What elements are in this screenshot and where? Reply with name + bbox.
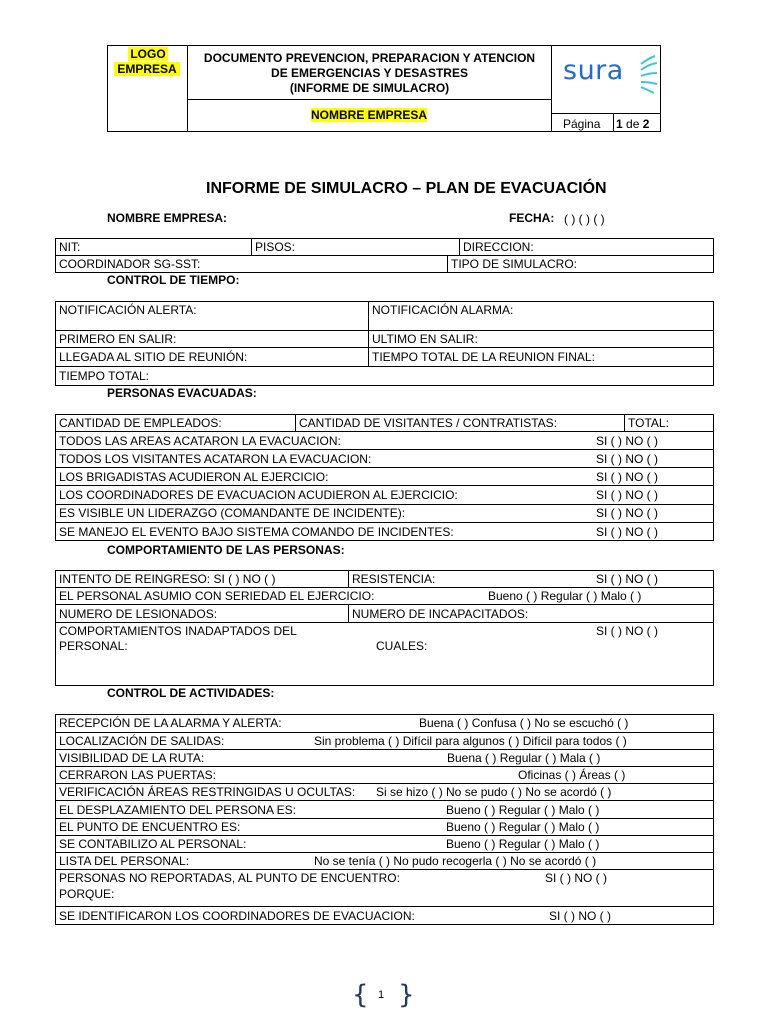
document-title-line3: (INFORME DE SIMULACRO)	[289, 81, 450, 95]
unreported-reason-field[interactable]: PORQUE:	[59, 887, 115, 901]
visitors-count-field[interactable]: CANTIDAD DE VISITANTES / CONTRATISTAS:	[299, 416, 558, 430]
header-divider	[551, 113, 661, 114]
table-divider	[55, 818, 714, 819]
table-divider	[55, 467, 714, 468]
table-divider	[55, 622, 714, 623]
table-divider	[55, 732, 714, 733]
evac-row-label: LOS BRIGADISTAS ACUDIERON AL EJERCICIO:	[59, 470, 329, 484]
employees-count-field[interactable]: CANTIDAD DE EMPLEADOS:	[59, 416, 222, 430]
form-title: INFORME DE SIMULACRO – PLAN DE EVACUACIÓN	[206, 180, 607, 197]
which-field[interactable]: CUALES:	[376, 639, 428, 653]
sura-wordmark: sura	[563, 55, 624, 86]
document-title-line2: DE EMERGENCIAS Y DESASTRES	[271, 66, 468, 80]
header-divider	[187, 99, 551, 100]
activity-row-label: EL DESPLAZAMIENTO DEL PERSONA ES:	[59, 803, 296, 817]
activity-row-label: LOCALIZACIÓN DE SALIDAS:	[59, 734, 225, 748]
table-divider	[55, 366, 714, 367]
activity-row-options[interactable]: Buena ( ) Regular ( ) Mala ( )	[447, 751, 601, 765]
table-divider	[55, 504, 714, 505]
table-divider	[348, 570, 349, 587]
total-count-field[interactable]: TOTAL:	[628, 416, 669, 430]
table-divider	[55, 604, 714, 605]
table-divider	[55, 869, 714, 870]
table-divider	[55, 485, 714, 486]
activity-row-label: VISIBILIDAD DE LA RUTA:	[59, 751, 205, 765]
evac-row-label: TODOS LOS VISITANTES ACATARON LA EVACUACION:	[59, 452, 372, 466]
date-label: FECHA:	[509, 211, 555, 225]
table-divider	[368, 301, 369, 366]
bracket-right-icon: }	[398, 980, 415, 1010]
activity-row-options[interactable]: Bueno ( ) Regular ( ) Malo ( )	[446, 820, 600, 834]
last-out-field[interactable]: ULTIMO EN SALIR:	[372, 332, 478, 346]
time-control-heading: CONTROL DE TIEMPO:	[107, 273, 240, 287]
table-divider	[251, 238, 252, 255]
maladaptive-behavior-label: COMPORTAMIENTOS INADAPTADOS DEL	[59, 624, 297, 638]
page-of: de	[626, 117, 640, 131]
footer-page-number	[352, 980, 415, 1010]
activity-row-options[interactable]: Sin problema ( ) Difícil para algunos ( ) Difícil para todos ( )	[314, 734, 627, 748]
seriousness-options[interactable]: Bueno ( ) Regular ( ) Malo ( )	[488, 589, 642, 603]
activity-row-label: LISTA DEL PERSONAL:	[59, 854, 190, 868]
bracket-left-icon: {	[352, 980, 369, 1010]
coordinators-identified-label: SE IDENTIFICARON LOS COORDINADORES DE EVACUACION:	[59, 909, 415, 923]
evac-row-label: SE MANEJO EL EVENTO BAJO SISTEMA COMANDO DE INCIDENTES:	[59, 525, 454, 539]
maladaptive-yes-no[interactable]: SI ( ) NO ( )	[596, 624, 658, 638]
table-divider	[295, 414, 296, 431]
activity-row-options[interactable]: Buena ( ) Confusa ( ) No se escuchó ( )	[419, 716, 629, 730]
alarm-notification-field[interactable]: NOTIFICACIÓN ALARMA:	[372, 303, 514, 317]
table-divider	[55, 749, 714, 750]
header-divider	[613, 113, 614, 132]
table-divider	[55, 835, 714, 836]
table-divider	[348, 604, 349, 622]
maladaptive-behavior-label: PERSONAL:	[59, 639, 128, 653]
page-number: 1	[616, 117, 623, 131]
seriousness-field: EL PERSONAL ASUMIO CON SERIEDAD EL EJERCICIO:	[59, 589, 375, 603]
resistance-yes-no[interactable]: SI ( ) NO ( )	[596, 572, 658, 586]
behavior-heading: COMPORTAMIENTO DE LAS PERSONAS:	[107, 543, 345, 557]
company-name-label: NOMBRE EMPRESA:	[107, 211, 228, 225]
sura-logo-icon	[639, 54, 659, 94]
table-divider	[55, 330, 714, 331]
evac-row-yes-no[interactable]: SI ( ) NO ( )	[596, 470, 658, 484]
evac-row-yes-no[interactable]: SI ( ) NO ( )	[596, 452, 658, 466]
document-title-line1: DOCUMENTO PREVENCION, PREPARACION Y ATENCION	[203, 51, 536, 65]
meeting-arrival-field[interactable]: LLEGADA AL SITIO DE REUNIÓN:	[59, 350, 248, 364]
table-divider	[55, 431, 714, 432]
table-divider	[55, 906, 714, 907]
activity-row-options[interactable]: Bueno ( ) Regular ( ) Malo ( )	[446, 837, 600, 851]
evac-row-yes-no[interactable]: SI ( ) NO ( )	[596, 434, 658, 448]
table-divider	[55, 522, 714, 523]
page-label: Página	[563, 117, 601, 131]
table-divider	[459, 238, 460, 255]
page-total: 2	[642, 117, 650, 131]
coordinators-identified-yes-no[interactable]: SI ( ) NO ( )	[549, 909, 611, 923]
address-field[interactable]: DIRECCION:	[463, 240, 534, 254]
drill-type-field[interactable]: TIPO DE SIMULACRO:	[451, 257, 578, 271]
evac-row-yes-no[interactable]: SI ( ) NO ( )	[596, 506, 658, 520]
evac-row-yes-no[interactable]: SI ( ) NO ( )	[596, 488, 658, 502]
unreported-yes-no[interactable]: SI ( ) NO ( )	[545, 871, 607, 885]
activity-row-label: CERRARON LAS PUERTAS:	[59, 768, 216, 782]
alert-notification-field[interactable]: NOTIFICACIÓN ALERTA:	[59, 303, 197, 317]
table-divider	[55, 800, 714, 801]
page-number-text: 1	[378, 989, 385, 1001]
floors-field[interactable]: PISOS:	[255, 240, 296, 254]
injured-count-field[interactable]: NUMERO DE LESIONADOS:	[59, 607, 218, 621]
activity-row-options[interactable]: No se tenía ( ) No pudo recogerla ( ) No se acordó ( )	[314, 854, 597, 868]
activity-row-options[interactable]: Oficinas ( ) Áreas ( )	[518, 768, 626, 782]
activity-row-label: RECEPCIÓN DE LA ALARMA Y ALERTA:	[59, 716, 282, 730]
table-divider	[55, 587, 714, 588]
activity-row-options[interactable]: Bueno ( ) Regular ( ) Malo ( )	[446, 803, 600, 817]
activity-row-label: SE CONTABILIZO AL PERSONAL:	[59, 837, 247, 851]
table-divider	[55, 347, 714, 348]
header-divider	[551, 45, 552, 132]
table-divider	[55, 766, 714, 767]
activity-row-label: VERIFICACIÓN ÁREAS RESTRINGIDAS U OCULTAS:	[59, 785, 356, 799]
page-indicator	[616, 117, 649, 131]
resistance-field: RESISTENCIA:	[352, 572, 436, 586]
sura-logo	[561, 52, 659, 96]
unreported-people-label: PERSONAS NO REPORTADAS, AL PUNTO DE ENCUENTRO:	[59, 871, 400, 885]
table-divider	[624, 414, 625, 431]
table-divider	[55, 783, 714, 784]
evac-row-label: TODOS LAS AREAS ACATARON LA EVACUACION:	[59, 434, 341, 448]
table-divider	[55, 255, 714, 256]
date-field[interactable]: ( ) ( ) ( )	[564, 212, 605, 226]
table-divider	[55, 852, 714, 853]
activities-heading: CONTROL DE ACTIVIDADES:	[107, 686, 275, 700]
activity-row-options[interactable]: Si se hizo ( ) No se pudo ( ) No se acordó ( )	[376, 785, 612, 799]
logo-placeholder-line1: LOGO	[128, 47, 168, 61]
first-out-field[interactable]: PRIMERO EN SALIR:	[59, 332, 177, 346]
evac-row-yes-no[interactable]: SI ( ) NO ( )	[596, 525, 658, 539]
reentry-attempt-field[interactable]: INTENTO DE REINGRESO: SI ( ) NO ( )	[59, 572, 276, 586]
disabled-count-field[interactable]: NUMERO DE INCAPACITADOS:	[352, 607, 529, 621]
meeting-total-time-field[interactable]: TIEMPO TOTAL DE LA REUNION FINAL:	[372, 350, 595, 364]
evacuated-people-heading: PERSONAS EVACUADAS:	[107, 386, 257, 400]
table-divider	[447, 255, 448, 272]
total-time-field[interactable]: TIEMPO TOTAL:	[59, 369, 150, 383]
nit-field[interactable]: NIT:	[59, 240, 81, 254]
evac-row-label: ES VISIBLE UN LIDERAZGO (COMANDANTE DE INCIDENTE):	[59, 506, 406, 520]
coordinator-field[interactable]: COORDINADOR SG-SST:	[59, 257, 201, 271]
table-divider	[55, 449, 714, 450]
logo-placeholder-line2: EMPRESA	[114, 62, 180, 76]
activity-row-label: EL PUNTO DE ENCUENTRO ES:	[59, 820, 241, 834]
evac-row-label: LOS COORDINADORES DE EVACUACION ACUDIERON AL EJERCICIO:	[59, 488, 458, 502]
company-name-placeholder: NOMBRE EMPRESA	[311, 108, 428, 122]
